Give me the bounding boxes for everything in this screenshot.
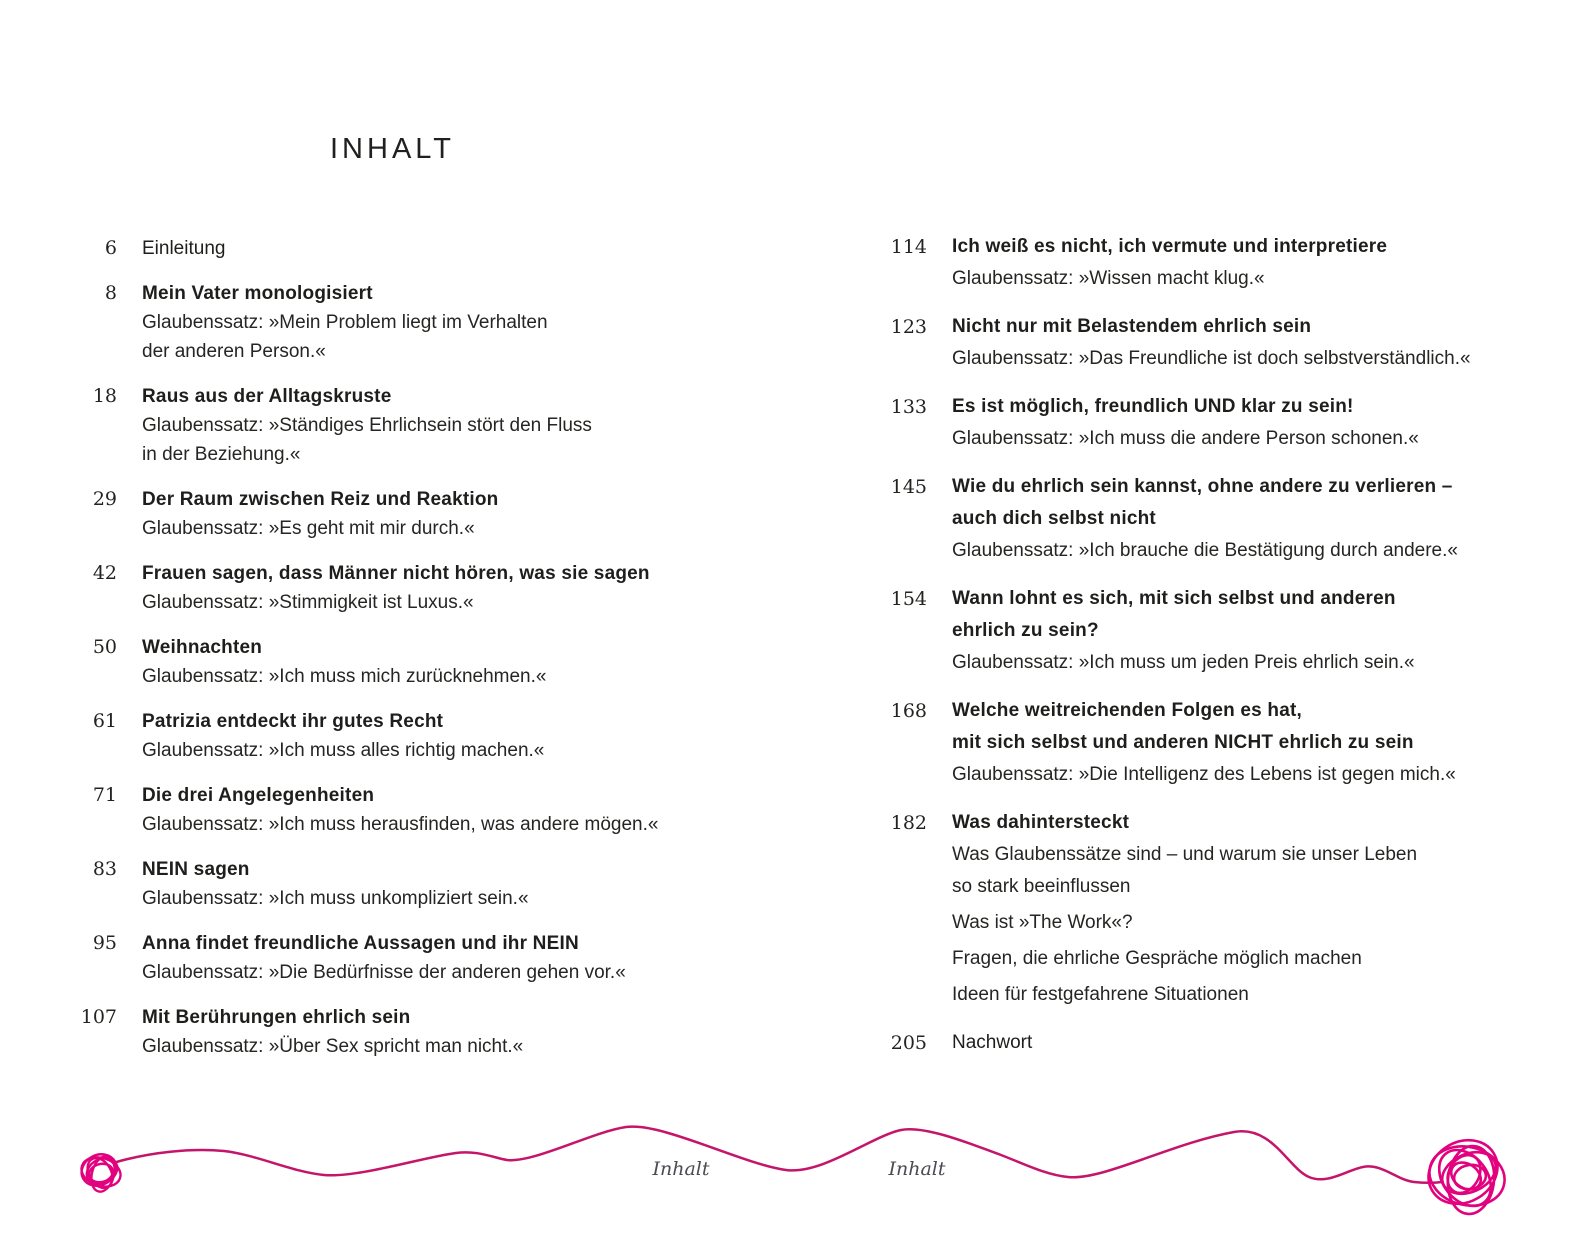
toc-page-number: 154 [890, 588, 927, 610]
toc-entry-subtitle [952, 759, 1560, 791]
toc-entry [60, 929, 760, 987]
toc-entry-subtitle [142, 514, 760, 543]
toc-entry [860, 1027, 1560, 1059]
toc-entry [860, 311, 1560, 375]
toc-entry-subtitle-line: Glaubenssatz: »Ich brauche die Bestätigung durch andere.« [952, 540, 1458, 561]
toc-entry-title: Die drei Angelegenheiten [142, 785, 375, 806]
toc-entry [60, 707, 760, 765]
toc-entry-title: Nicht nur mit Belastendem ehrlich sein [952, 316, 1312, 337]
toc-entry-body [142, 1003, 760, 1061]
thread-scribble-right [1417, 1127, 1511, 1216]
toc-entry [60, 234, 760, 263]
toc-page-number: 182 [890, 812, 927, 834]
toc-entry-subtitle [142, 308, 760, 366]
toc-entry-subtitle [952, 423, 1560, 455]
toc-entry [860, 807, 1560, 1011]
toc-entry-body [952, 391, 1560, 455]
toc-entry-title: Wie du ehrlich sein kannst, ohne andere zu verlieren – [952, 476, 1453, 497]
toc-page-number: 29 [92, 488, 117, 510]
toc-entry [860, 471, 1560, 567]
toc-entry-subtitle-line: Fragen, die ehrliche Gespräche möglich machen [952, 948, 1362, 969]
toc-entry [60, 633, 760, 691]
toc-entry-subtitle-line: Glaubenssatz: »Es geht mit mir durch.« [142, 518, 475, 539]
toc-column-left [60, 234, 760, 1077]
toc-entry [860, 391, 1560, 455]
toc-page-number: 42 [92, 562, 117, 584]
toc-page-number: 50 [92, 636, 117, 658]
toc-entry-title: Weihnachten [142, 637, 263, 658]
toc-entry-subtitle [952, 263, 1560, 295]
toc-entry-body [952, 1027, 1560, 1059]
toc-entry-title: Raus aus der Alltagskruste [142, 386, 392, 407]
toc-entry-body [142, 929, 760, 987]
toc-page-number: 107 [80, 1006, 117, 1028]
toc-entry-subtitle-line: Was ist »The Work«? [952, 912, 1133, 933]
toc-page-number: 6 [104, 237, 117, 259]
toc-entry-subtitle-line: Glaubenssatz: »Ich muss um jeden Preis ehrlich sein.« [952, 652, 1415, 673]
toc-entry-subtitle [142, 411, 760, 469]
toc-entry [60, 485, 760, 543]
toc-entry-body [952, 471, 1560, 567]
toc-entry-subtitle [952, 343, 1560, 375]
toc-entry-title: Wann lohnt es sich, mit sich selbst und anderen [952, 588, 1396, 609]
toc-entry-title: Patrizia entdeckt ihr gutes Recht [142, 711, 444, 732]
page-title: INHALT [330, 133, 455, 165]
toc-entry [860, 583, 1560, 679]
toc-page-number: 145 [890, 476, 927, 498]
toc-entry-title: Der Raum zwischen Reiz und Reaktion [142, 489, 499, 510]
toc-page-number: 8 [104, 282, 117, 304]
toc-entry-subtitle-line: Glaubenssatz: »Stimmigkeit ist Luxus.« [142, 592, 474, 613]
toc-entry-title: Welche weitreichenden Folgen es hat, [952, 700, 1302, 721]
thread-line [113, 1127, 1442, 1183]
toc-entry-subtitle [142, 958, 760, 987]
toc-entry-body [952, 231, 1560, 295]
toc-entry-subtitle-line: in der Beziehung.« [142, 444, 301, 465]
toc-entry-subtitle [952, 979, 1560, 1011]
toc-entry-body [142, 485, 760, 543]
footer-right-page-label: Inhalt [888, 1158, 946, 1180]
toc-entry-subtitle [952, 943, 1560, 975]
toc-entry [60, 559, 760, 617]
toc-page-number: 95 [92, 932, 117, 954]
toc-entry-title: NEIN sagen [142, 859, 250, 880]
toc-entry-title: Es ist möglich, freundlich UND klar zu sein! [952, 396, 1354, 417]
toc-entry-subtitle [142, 588, 760, 617]
toc-entry-title: Mit Berührungen ehrlich sein [142, 1007, 411, 1028]
toc-entry-subtitle-line: Was Glaubenssätze sind – und warum sie unser Leben [952, 844, 1418, 865]
toc-entry-subtitle [142, 662, 760, 691]
toc-entry-body [952, 807, 1560, 1011]
toc-page-number: 83 [92, 858, 117, 880]
toc-entry-body [142, 707, 760, 765]
toc-entry-subtitle-line: der anderen Person.« [142, 341, 326, 362]
toc-entry-title: Was dahintersteckt [952, 812, 1130, 833]
toc-entry-subtitle-line: Glaubenssatz: »Über Sex spricht man nicht.« [142, 1036, 524, 1057]
toc-entry-subtitle [952, 535, 1560, 567]
toc-entry-title: auch dich selbst nicht [952, 508, 1156, 529]
toc-entry-subtitle-line: Glaubenssatz: »Ständiges Ehrlichsein stört den Fluss [142, 415, 592, 436]
toc-entry-body [142, 781, 760, 839]
toc-entry-title: Nachwort [952, 1032, 1033, 1053]
toc-entry-body [952, 695, 1560, 791]
toc-page-number: 123 [890, 316, 927, 338]
thread-scribble-left [76, 1148, 124, 1194]
toc-entry-subtitle-line: Glaubenssatz: »Wissen macht klug.« [952, 268, 1265, 289]
toc-entry-subtitle-line: Glaubenssatz: »Ich muss unkompliziert sein.« [142, 888, 529, 909]
toc-entry-subtitle-line: Ideen für festgefahrene Situationen [952, 984, 1249, 1005]
footer-left-page-label: Inhalt [652, 1158, 710, 1180]
toc-entry-subtitle-line: Glaubenssatz: »Ich muss alles richtig machen.« [142, 740, 545, 761]
toc-entry-subtitle-line: Glaubenssatz: »Ich muss herausfinden, was andere mögen.« [142, 814, 659, 835]
toc-entry [60, 781, 760, 839]
toc-entry-title: mit sich selbst und anderen NICHT ehrlich zu sein [952, 732, 1414, 753]
toc-entry-body [952, 583, 1560, 679]
toc-entry-subtitle-line: Glaubenssatz: »Ich muss mich zurücknehmen.« [142, 666, 547, 687]
toc-entry-subtitle [142, 736, 760, 765]
toc-entry [60, 1003, 760, 1061]
toc-page-number: 71 [92, 784, 117, 806]
toc-entry-subtitle-line: so stark beeinflussen [952, 876, 1131, 897]
toc-entry-title: Anna findet freundliche Aussagen und ihr NEIN [142, 933, 579, 954]
toc-entry-subtitle [952, 907, 1560, 939]
toc-entry-subtitle [142, 810, 760, 839]
toc-entry-body [142, 234, 760, 263]
toc-entry-title: Mein Vater monologisiert [142, 283, 373, 304]
toc-entry [60, 855, 760, 913]
toc-entry-subtitle [952, 839, 1560, 903]
toc-entry-subtitle-line: Glaubenssatz: »Das Freundliche ist doch selbstverständlich.« [952, 348, 1471, 369]
toc-entry-subtitle-line: Glaubenssatz: »Mein Problem liegt im Verhalten [142, 312, 548, 333]
toc-entry [860, 231, 1560, 295]
toc-entry [60, 279, 760, 366]
toc-entry-subtitle [952, 647, 1560, 679]
toc-page-number: 114 [890, 236, 927, 258]
toc-entry-body [142, 279, 760, 366]
toc-entry-body [142, 633, 760, 691]
toc-entry [60, 382, 760, 469]
toc-page-number: 205 [890, 1032, 927, 1054]
toc-entry-body [142, 559, 760, 617]
toc-entry-title: Frauen sagen, dass Männer nicht hören, was sie sagen [142, 563, 650, 584]
toc-entry-title: Ich weiß es nicht, ich vermute und interpretiere [952, 236, 1388, 257]
toc-entry-title: Einleitung [142, 238, 226, 259]
toc-entry [860, 695, 1560, 791]
toc-entry-subtitle [142, 884, 760, 913]
toc-entry-subtitle-line: Glaubenssatz: »Die Bedürfnisse der anderen gehen vor.« [142, 962, 626, 983]
toc-entry-body [142, 855, 760, 913]
toc-entry-body [952, 311, 1560, 375]
toc-page-number: 168 [890, 700, 927, 722]
toc-entry-subtitle-line: Glaubenssatz: »Die Intelligenz des Lebens ist gegen mich.« [952, 764, 1456, 785]
toc-entry-title: ehrlich zu sein? [952, 620, 1099, 641]
toc-page-number: 61 [92, 710, 117, 732]
toc-entry-subtitle [142, 1032, 760, 1061]
toc-entry-subtitle-line: Glaubenssatz: »Ich muss die andere Person schonen.« [952, 428, 1419, 449]
toc-page-number: 18 [92, 385, 117, 407]
toc-column-right [860, 231, 1560, 1075]
toc-page-number: 133 [890, 396, 927, 418]
toc-entry-body [142, 382, 760, 469]
